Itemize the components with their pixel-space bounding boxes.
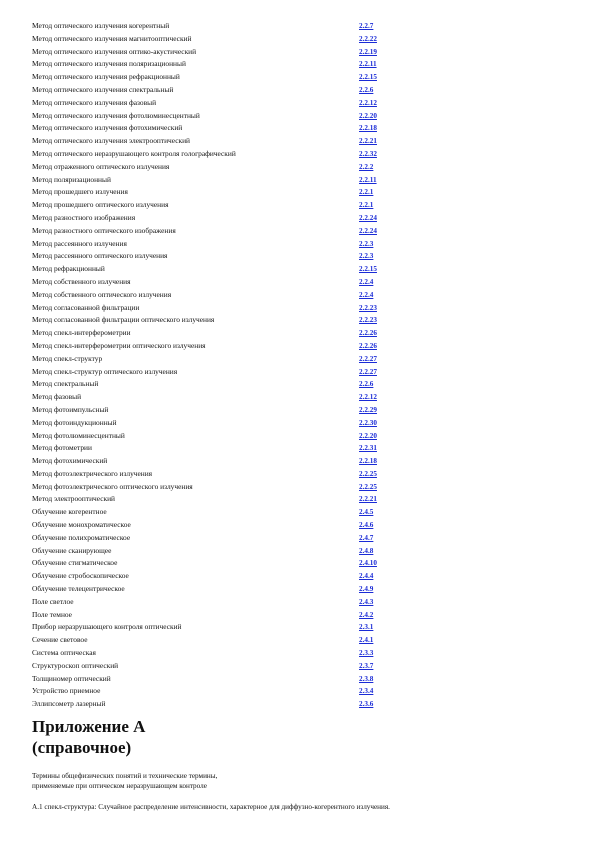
index-ref-link[interactable]: 2.2.25 — [359, 469, 377, 478]
index-row — [32, 481, 392, 494]
index-ref-link[interactable]: 2.2.20 — [359, 111, 377, 120]
appendix-lead-line2: применяемые при оптическом неразрушающем контроле — [32, 782, 207, 790]
index-ref-link[interactable]: 2.2.2 — [359, 162, 374, 171]
index-ref-link[interactable]: 2.4.3 — [359, 597, 374, 606]
index-ref-link[interactable]: 2.2.23 — [359, 316, 377, 325]
appendix-lead-line1: Термины общефизических понятий и технические термины, — [32, 772, 218, 780]
index-row — [32, 71, 392, 84]
index-row — [32, 673, 392, 686]
index-row — [32, 417, 392, 430]
index-term: Метод оптического излучения фазовый — [32, 97, 157, 107]
index-row — [32, 186, 392, 199]
index-row — [32, 46, 392, 59]
index-ref-link[interactable]: 2.4.7 — [359, 533, 374, 542]
index-ref-link[interactable]: 2.2.3 — [359, 239, 374, 248]
index-term: Облучение монохроматическое — [32, 520, 131, 530]
index-ref-link[interactable]: 2.2.26 — [359, 329, 377, 338]
index-row — [32, 276, 392, 289]
index-row — [32, 698, 392, 711]
index-row — [32, 289, 392, 302]
index-ref-link[interactable]: 2.2.7 — [359, 22, 374, 30]
index-term: Метод спекл-интерферометрии — [32, 328, 131, 338]
index-ref-link[interactable]: 2.4.9 — [359, 585, 374, 594]
index-row — [32, 314, 392, 327]
index-row — [32, 391, 392, 404]
index-term: Метод отраженного оптического излучения — [32, 161, 170, 171]
index-term: Метод оптического излучения поляризационный — [32, 59, 186, 69]
index-term: Эллипсометр лазерный — [32, 699, 106, 709]
index-ref-link[interactable]: 2.4.5 — [359, 508, 374, 517]
index-row — [32, 647, 392, 660]
index-term: Метод фотолюминесцентный — [32, 430, 125, 440]
index-row — [32, 404, 392, 417]
index-term: Прибор неразрушающего контроля оптический — [32, 622, 182, 632]
index-ref-link[interactable]: 2.4.4 — [359, 572, 374, 581]
index-row — [32, 174, 392, 187]
term-index — [32, 20, 392, 711]
index-term: Метод оптического излучения электрооптический — [32, 136, 190, 146]
index-row — [32, 212, 392, 225]
index-ref-link[interactable]: 2.2.23 — [359, 303, 377, 312]
index-term: Метод рассеянного излучения — [32, 238, 127, 248]
index-ref-link[interactable]: 2.3.3 — [359, 649, 374, 658]
index-term: Метод согласованной фильтрации оптического излучения — [32, 315, 215, 325]
index-term: Метод спекл-структур оптического излучения — [32, 366, 178, 376]
index-row — [32, 455, 392, 468]
index-ref-link[interactable]: 2.2.4 — [359, 277, 374, 286]
index-row — [32, 340, 392, 353]
index-row — [32, 250, 392, 263]
index-ref-link[interactable]: 2.2.24 — [359, 213, 377, 222]
index-term: Метод фотоиндукционный — [32, 417, 117, 427]
index-term: Метод разностного оптического изображения — [32, 225, 176, 235]
index-ref-link[interactable]: 2.2.11 — [359, 60, 377, 69]
index-ref-link[interactable]: 2.2.4 — [359, 290, 374, 299]
index-ref-link[interactable]: 2.3.4 — [359, 687, 374, 696]
index-row — [32, 161, 392, 174]
index-row — [32, 378, 392, 391]
index-ref-link[interactable]: 2.2.6 — [359, 380, 374, 389]
appendix-title-line1: Приложение А — [32, 717, 146, 736]
appendix-lead — [32, 771, 392, 791]
index-row — [32, 430, 392, 443]
index-term: Метод рассеянного оптического излучения — [32, 251, 168, 261]
index-row — [32, 122, 392, 135]
index-term: Метод поляризационный — [32, 174, 111, 184]
index-ref-link[interactable]: 2.2.20 — [359, 431, 377, 440]
index-ref-link[interactable]: 2.4.2 — [359, 610, 374, 619]
index-row — [32, 685, 392, 698]
index-term: Метод рефракционный — [32, 264, 105, 274]
index-row — [32, 493, 392, 506]
index-row — [32, 58, 392, 71]
index-row — [32, 148, 392, 161]
index-ref-link[interactable]: 2.2.29 — [359, 405, 377, 414]
index-term: Метод фотоэлектрического оптического излучения — [32, 481, 193, 491]
index-ref-link[interactable]: 2.2.18 — [359, 124, 377, 133]
index-term: Метод фотометрии — [32, 443, 92, 453]
index-ref-link[interactable]: 2.4.1 — [359, 636, 374, 645]
index-row — [32, 84, 392, 97]
index-ref-link[interactable]: 2.2.6 — [359, 85, 374, 94]
index-term: Метод собственного излучения — [32, 276, 131, 286]
index-term: Метод оптического излучения оптико-акустический — [32, 46, 197, 56]
index-ref-link[interactable]: 2.4.8 — [359, 546, 374, 555]
index-row — [32, 366, 392, 379]
index-term: Облучение стигматическое — [32, 558, 118, 568]
index-ref-link[interactable]: 2.3.8 — [359, 674, 374, 683]
index-row — [32, 468, 392, 481]
index-ref-link[interactable]: 2.3.7 — [359, 661, 374, 670]
index-term: Метод фотохимический — [32, 456, 108, 466]
index-term: Метод спектральный — [32, 379, 99, 389]
appendix-title-line2: (справочное) — [32, 738, 132, 757]
index-term: Метод разностного изображения — [32, 212, 136, 222]
index-ref-link[interactable]: 2.2.15 — [359, 265, 377, 274]
index-term: Метод оптического неразрушающего контроля голографический — [32, 148, 236, 158]
index-row — [32, 97, 392, 110]
index-ref-link[interactable]: 2.2.27 — [359, 354, 377, 363]
index-term: Толщиномер оптический — [32, 673, 111, 683]
index-row — [32, 506, 392, 519]
index-ref-link[interactable]: 2.3.1 — [359, 623, 374, 632]
index-term: Метод оптического излучения фотохимический — [32, 123, 183, 133]
index-row — [32, 263, 392, 276]
index-row — [32, 110, 392, 123]
index-term: Метод электрооптический — [32, 494, 115, 504]
index-term: Метод собственного оптического излучения — [32, 289, 172, 299]
index-term: Облучение когерентное — [32, 507, 107, 517]
index-row — [32, 238, 392, 251]
index-ref-link[interactable]: 2.3.6 — [359, 700, 374, 709]
index-term: Система оптическая — [32, 648, 96, 658]
index-row — [32, 557, 392, 570]
index-term: Метод фотоимпульсный — [32, 404, 109, 414]
index-ref-link[interactable]: 2.2.31 — [359, 444, 377, 453]
index-ref-link[interactable]: 2.2.3 — [359, 252, 374, 261]
index-term: Структуроскоп оптический — [32, 660, 119, 670]
index-ref-link[interactable]: 2.2.12 — [359, 98, 377, 107]
appendix-title — [32, 716, 145, 758]
index-row — [32, 583, 392, 596]
index-ref-link[interactable]: 2.2.25 — [359, 482, 377, 491]
index-term: Облучение телецентрическое — [32, 584, 125, 594]
index-row — [32, 199, 392, 212]
index-row — [32, 660, 392, 673]
index-row — [32, 135, 392, 148]
index-row — [32, 327, 392, 340]
index-term: Метод спекл-структур — [32, 353, 103, 363]
index-term: Поле светлое — [32, 596, 74, 606]
index-ref-link[interactable]: 2.2.32 — [359, 149, 377, 158]
index-ref-link[interactable]: 2.2.15 — [359, 73, 377, 82]
index-row — [32, 532, 392, 545]
index-term: Метод оптического излучения когерентный — [32, 21, 170, 30]
index-ref-link[interactable]: 2.2.11 — [359, 175, 377, 184]
index-row — [32, 570, 392, 583]
index-row — [32, 353, 392, 366]
index-term: Метод прошедшего излучения — [32, 187, 128, 197]
index-ref-link[interactable]: 2.2.12 — [359, 393, 377, 402]
index-term: Поле темное — [32, 609, 72, 619]
index-ref-link[interactable]: 2.2.30 — [359, 418, 377, 427]
index-term: Облучение полихроматическое — [32, 532, 131, 542]
index-row — [32, 545, 392, 558]
index-row — [32, 519, 392, 532]
index-ref-link[interactable]: 2.2.22 — [359, 34, 377, 43]
index-row — [32, 634, 392, 647]
index-term: Метод оптического излучения фотолюминесцентный — [32, 110, 200, 120]
index-ref-link[interactable]: 2.2.19 — [359, 47, 377, 56]
index-term: Метод спекл-интерферометрии оптического излучения — [32, 340, 206, 350]
index-row — [32, 609, 392, 622]
index-row — [32, 442, 392, 455]
index-ref-link[interactable]: 2.2.26 — [359, 341, 377, 350]
definition-a1: А.1 спекл-структура: Случайное распределение интенсивности, характерное для диффузно-когерентного излучения. — [32, 803, 390, 811]
index-row — [32, 20, 392, 33]
index-ref-link[interactable]: 2.4.6 — [359, 521, 374, 530]
index-term: Устройство приемное — [32, 686, 101, 696]
index-row — [32, 596, 392, 609]
index-ref-link[interactable]: 2.2.1 — [359, 201, 374, 210]
index-term: Метод оптического излучения рефракционный — [32, 72, 180, 82]
index-term: Облучение сканирующее — [32, 545, 112, 555]
index-ref-link[interactable]: 2.2.27 — [359, 367, 377, 376]
index-term: Метод оптического излучения спектральный — [32, 84, 174, 94]
index-ref-link[interactable]: 2.2.21 — [359, 495, 377, 504]
index-row — [32, 225, 392, 238]
index-ref-link[interactable]: 2.2.18 — [359, 457, 377, 466]
index-term: Метод оптического излучения магнитооптический — [32, 33, 192, 43]
index-term: Метод фазовый — [32, 392, 82, 402]
index-ref-link[interactable]: 2.2.1 — [359, 188, 374, 197]
index-row — [32, 302, 392, 315]
index-term: Метод согласованной фильтрации — [32, 302, 140, 312]
index-term: Метод фотоэлектрического излучения — [32, 468, 153, 478]
index-term: Метод прошедшего оптического излучения — [32, 200, 169, 210]
index-ref-link[interactable]: 2.4.10 — [359, 559, 377, 568]
index-term: Облучение стробоскопическое — [32, 571, 129, 581]
index-row — [32, 33, 392, 46]
index-term: Сечение световое — [32, 635, 88, 645]
index-ref-link[interactable]: 2.2.24 — [359, 226, 377, 235]
index-row — [32, 621, 392, 634]
index-ref-link[interactable]: 2.2.21 — [359, 137, 377, 146]
